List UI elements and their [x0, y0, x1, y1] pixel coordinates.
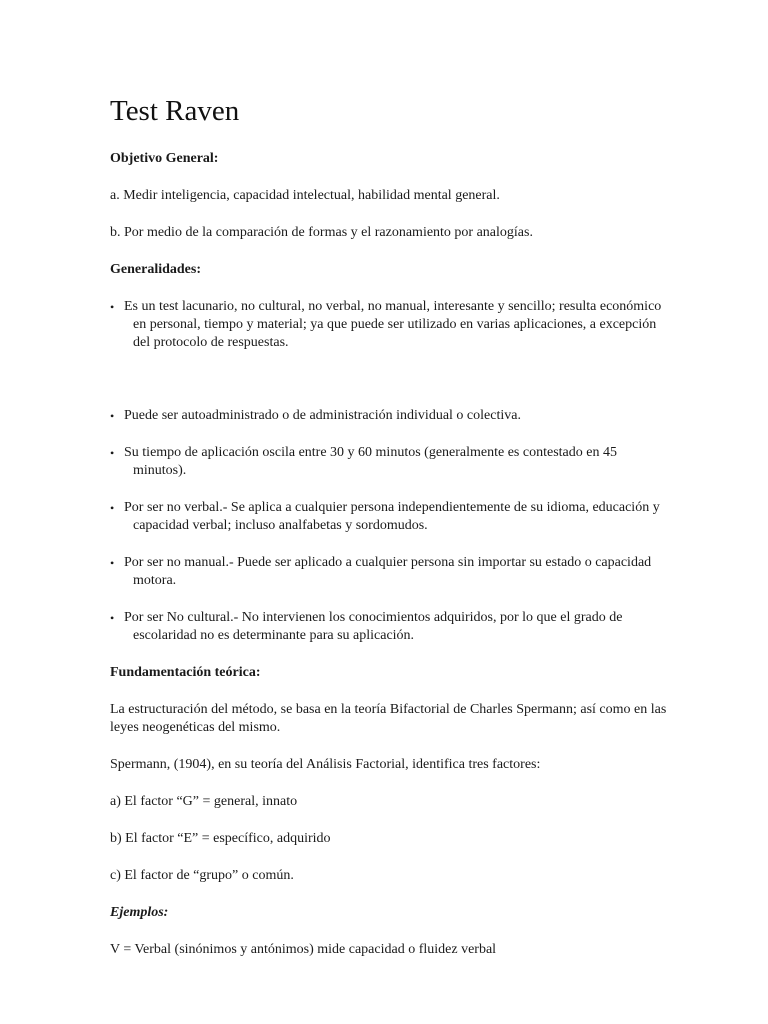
list-item — [110, 444, 670, 480]
bullet-icon: • — [110, 409, 115, 423]
factor-e: b) El factor “E” = específico, adquirido — [110, 831, 331, 846]
generalidades-list — [110, 298, 670, 645]
bullet-icon: • — [110, 446, 115, 460]
factor-grupo: c) El factor de “grupo” o común. — [110, 868, 294, 883]
document-page — [110, 94, 670, 978]
list-item-text: Por ser No cultural.- No intervienen los conocimientos adquiridos, por lo que el grado de escolaridad no es determinante para su aplicación. — [124, 610, 623, 643]
list-item-text: Por ser no manual.- Puede ser aplicado a cualquier persona sin importar su estado o capacidad motora. — [124, 555, 652, 588]
list-item — [110, 499, 670, 535]
list-item-text: Es un test lacunario, no cultural, no verbal, no manual, interesante y sencillo; resulta económico en personal, tiempo y material; ya que puede ser utilizado en varias aplicaciones, a excepción del protocolo de respuestas. — [124, 299, 662, 350]
generalidades-heading: Generalidades: — [110, 262, 201, 277]
objetivo-item-b: b. Por medio de la comparación de formas y el razonamiento por analogías. — [110, 225, 533, 240]
objetivo-heading: Objetivo General: — [110, 151, 219, 166]
bullet-icon: • — [110, 501, 115, 515]
list-item — [110, 609, 670, 645]
list-item — [110, 298, 670, 352]
ejemplos-heading: Ejemplos: — [110, 905, 169, 920]
bullet-icon: • — [110, 556, 115, 570]
list-item-text: Puede ser autoadministrado o de administración individual o colectiva. — [124, 408, 521, 423]
document-title: Test Raven — [110, 95, 240, 127]
fundamentacion-heading: Fundamentación teórica: — [110, 665, 261, 680]
fundamentacion-paragraph: Spermann, (1904), en su teoría del Análisis Factorial, identifica tres factores: — [110, 757, 541, 772]
bullet-icon: • — [110, 300, 115, 314]
objetivo-item-a: a. Medir inteligencia, capacidad intelectual, habilidad mental general. — [110, 188, 500, 203]
bullet-icon: • — [110, 611, 115, 625]
list-item-text: Por ser no verbal.- Se aplica a cualquier persona independientemente de su idioma, educación y capacidad verbal; incluso analfabetas y sordomudos. — [124, 500, 660, 533]
factor-g: a) El factor “G” = general, innato — [110, 794, 298, 809]
list-item-text: Su tiempo de aplicación oscila entre 30 y 60 minutos (generalmente es contestado en 45 minutos). — [124, 445, 617, 478]
list-item — [110, 554, 670, 590]
ejemplo-verbal: V = Verbal (sinónimos y antónimos) mide capacidad o fluidez verbal — [110, 942, 497, 957]
list-item — [110, 407, 670, 425]
fundamentacion-paragraph: La estructuración del método, se basa en la teoría Bifactorial de Charles Spermann; así como en las leyes neogenéticas del mismo. — [110, 702, 667, 735]
